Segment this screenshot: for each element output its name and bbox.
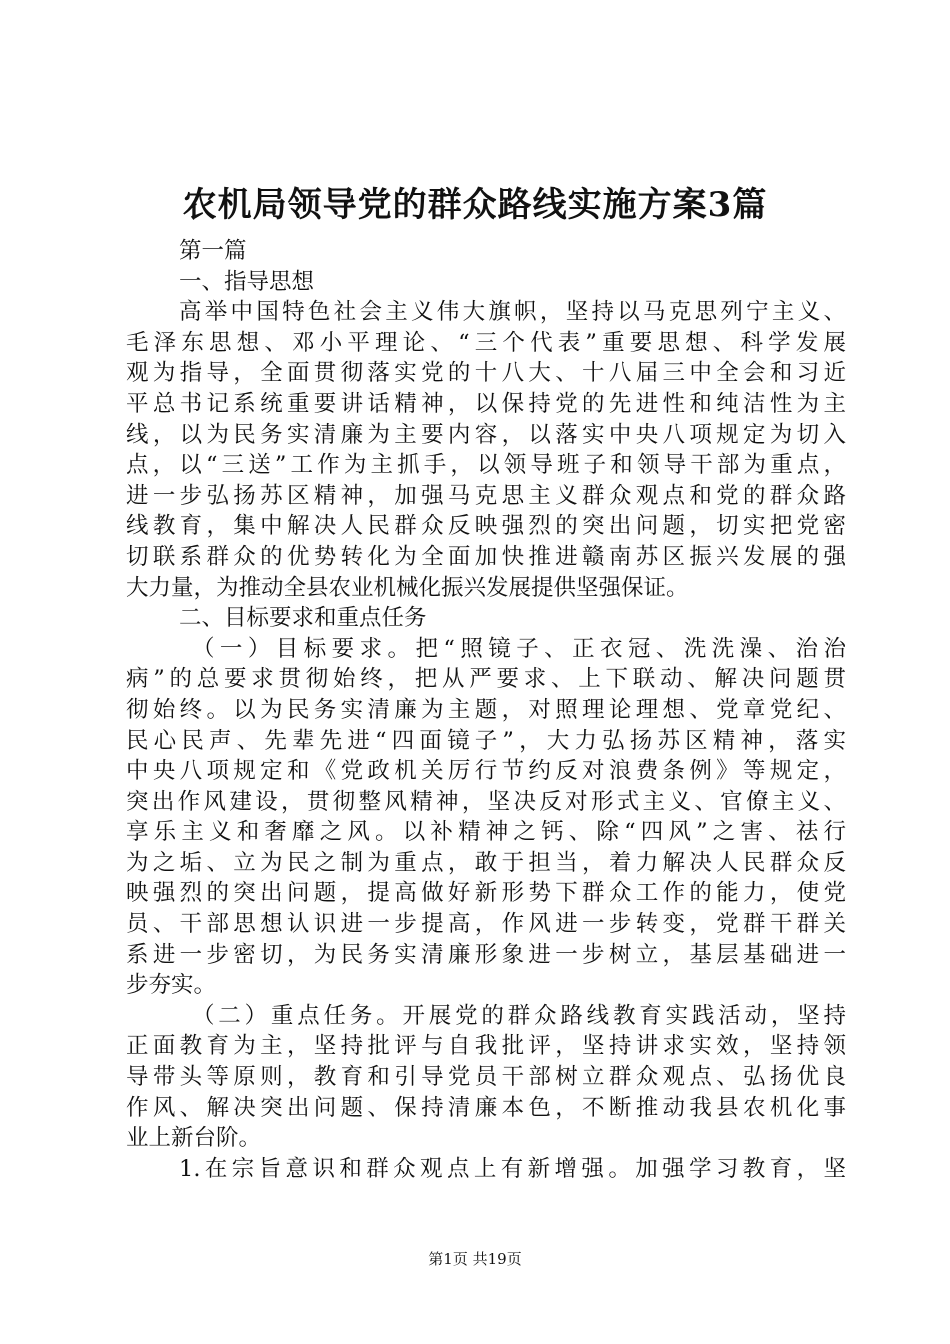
paragraph-line: 彻始终。以为民务实清廉为主题，对照理论理想、党章党纪、 xyxy=(126,696,846,723)
paragraph-line: 毛泽东思想、邓小平理论、“三个代表”重要思想、科学发展 xyxy=(126,329,846,356)
paragraph-line: 映强烈的突出问题，提高做好新形势下群众工作的能力，使党 xyxy=(126,880,846,907)
paragraph-line: 员、干部思想认识进一步提高，作风进一步转变，党群干群关 xyxy=(126,911,846,938)
document-title: 农机局领导党的群众路线实施方案3篇 xyxy=(182,185,768,225)
paragraph-line: 点，以“三送”工作为主抓手，以领导班子和领导干部为重点， xyxy=(126,452,846,479)
paragraph-line: 为之垢、立为民之制为重点，敢于担当，着力解决人民群众反 xyxy=(126,849,846,876)
paragraph-line: 高举中国特色社会主义伟大旗帜，坚持以马克思列宁主义、 xyxy=(179,299,846,326)
paragraph-line: 突出作风建设，贯彻整风精神，坚决反对形式主义、官僚主义、 xyxy=(126,788,846,815)
paragraph-line: 系进一步密切，为民务实清廉形象进一步树立，基层基础进一 xyxy=(126,941,846,968)
paragraph-line: 1.在宗旨意识和群众观点上有新增强。加强学习教育，坚 xyxy=(179,1155,846,1182)
section-heading: 一、指导思想 xyxy=(179,268,315,295)
paragraph-line: 线，以为民务实清廉为主要内容，以落实中央八项规定为切入 xyxy=(126,421,846,448)
paragraph-line: 导带头等原则，教育和引导党员干部树立群众观点、弘扬优良 xyxy=(126,1064,846,1091)
page-number: 第1页 共19页 xyxy=(428,1250,522,1268)
paragraph-line: 作风、解决突出问题、保持清廉本色，不断推动我县农机化事 xyxy=(126,1094,846,1121)
paragraph-line: 大力量，为推动全县农业机械化振兴发展提供坚强保证。 xyxy=(126,574,689,601)
paragraph-line: 病”的总要求贯彻始终，把从严要求、上下联动、解决问题贯 xyxy=(126,666,846,693)
section-heading: 二、目标要求和重点任务 xyxy=(179,605,427,632)
paragraph-line: 中央八项规定和《党政机关厉行节约反对浪费条例》等规定， xyxy=(126,758,846,785)
paragraph-line: 步夯实。 xyxy=(126,972,217,999)
paragraph-line: 平总书记系统重要讲话精神，以保持党的先进性和纯洁性为主 xyxy=(126,390,846,417)
paragraph-line: 进一步弘扬苏区精神，加强马克思主义群众观点和党的群众路 xyxy=(126,482,846,509)
paragraph-line: （二）重点任务。开展党的群众路线教育实践活动，坚持 xyxy=(192,1002,846,1029)
paragraph-line: 切联系群众的优势转化为全面加快推进赣南苏区振兴发展的强 xyxy=(126,543,846,570)
paragraph-line: 民心民声、先辈先进“四面镜子”，大力弘扬苏区精神，落实 xyxy=(126,727,846,754)
paragraph-line: 观为指导，全面贯彻落实党的十八大、十八届三中全会和习近 xyxy=(126,360,846,387)
section-heading: 第一篇 xyxy=(179,238,247,264)
paragraph-line: 享乐主义和奢靡之风。以补精神之钙、除“四风”之害、祛行 xyxy=(126,819,846,846)
document-body xyxy=(126,236,846,1184)
paragraph-line: 线教育，集中解决人民群众反映强烈的突出问题，切实把党密 xyxy=(126,513,846,540)
paragraph-line: 正面教育为主，坚持批评与自我批评，坚持讲求实效，坚持领 xyxy=(126,1033,846,1060)
paragraph-line: （一）目标要求。把“照镜子、正衣冠、洗洗澡、治治 xyxy=(192,635,846,662)
paragraph-line: 业上新台阶。 xyxy=(126,1125,262,1152)
